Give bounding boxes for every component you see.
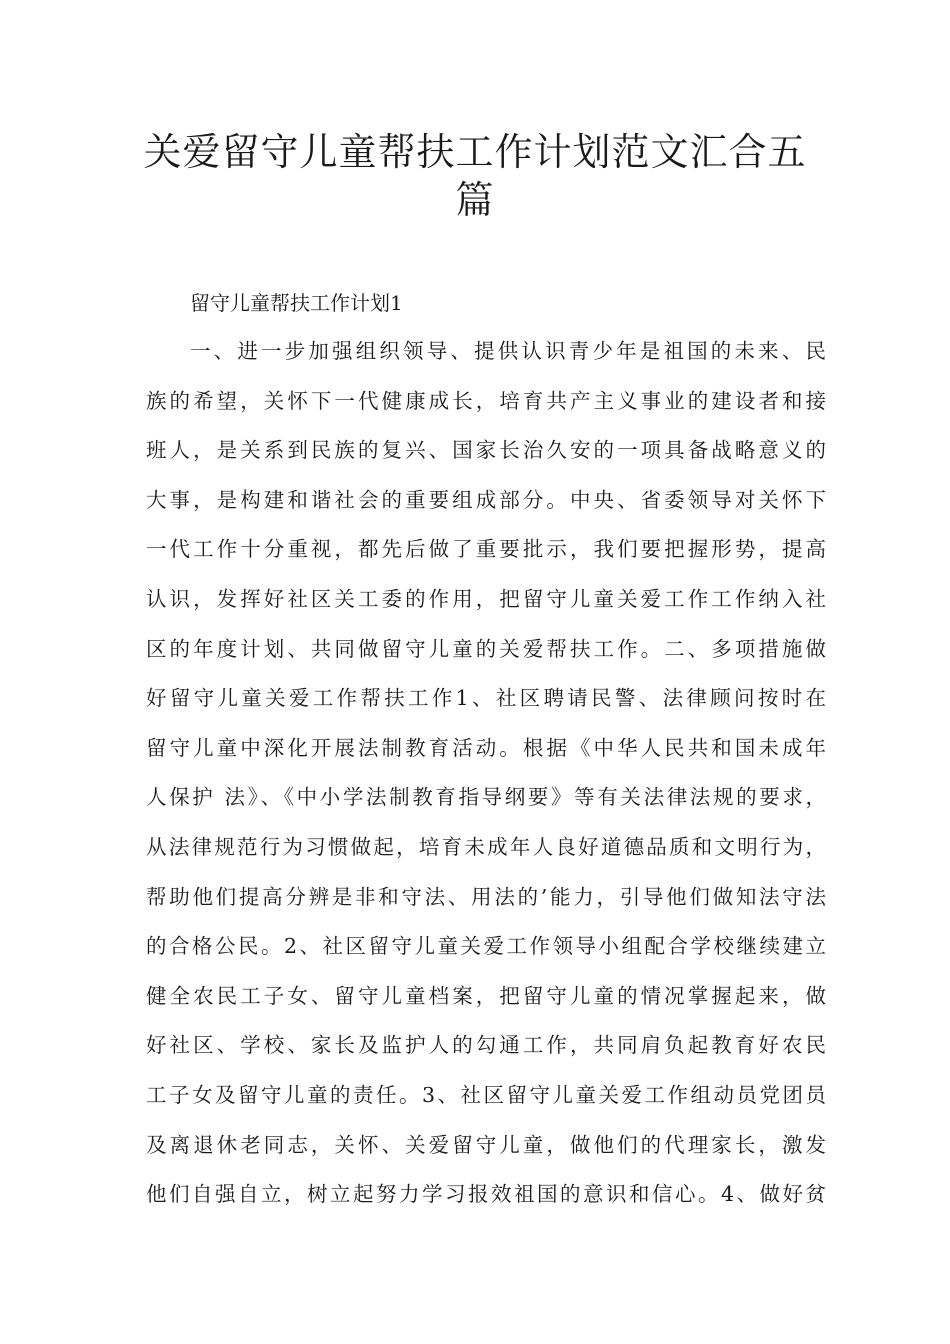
title-line-2: 篇: [455, 178, 495, 222]
text-line: 一、进一步加强组织领导、提供认识青少年是祖国的未来、民: [190, 339, 826, 363]
text-line: 班人，是关系到民族的复兴、国家长治久安的一项具备战略意义的: [146, 438, 826, 463]
text-line: 大事，是构建和谐社会的重要组成部分。中央、省委领导对关怀下: [146, 487, 826, 512]
text-line: 认识，发挥好社区关工委的作用，把留守儿童关爱工作工作纳入社: [146, 586, 826, 611]
text-line: 他们自强自立，树立起努力学习报效祖国的意识和信心。4、做好贫: [146, 1182, 826, 1207]
text-line: 及离退休老同志，关怀、关爱留守儿童，做他们的代理家长，激发: [146, 1132, 826, 1157]
body-paragraph: [146, 336, 826, 1229]
text-line: 族的希望，关怀下一代健康成长，培育共产主义事业的建设者和接: [146, 388, 826, 413]
text-line: 帮助他们提高分辨是非和守法、用法的’能力，引导他们做知法守法: [146, 884, 826, 909]
text-line: 从法律规范行为习惯做起，培育未成年人良好道德品质和文明行为，: [146, 834, 826, 859]
text-line: 留守儿童中深化开展法制教育活动。根据《中华人民共和国未成年: [146, 735, 826, 760]
text-line: 区的年度计划、共同做留守儿童的关爱帮扶工作。二、多项措施做: [146, 636, 826, 661]
section-heading: 留守儿童帮扶工作计划1: [190, 291, 403, 315]
text-line: 健全农民工子女、留守儿童档案，把留守儿童的情况掌握起来，做: [146, 983, 826, 1008]
text-line: 好留守儿童关爱工作帮扶工作1、社区聘请民警、法律顾问按时在: [146, 686, 826, 711]
text-line: 一代工作十分重视，都先后做了重要批示，我们要把握形势，提高: [146, 537, 826, 562]
text-line: 工子女及留守儿童的责任。3、社区留守儿童关爱工作组动员党团员: [146, 1082, 826, 1107]
text-line: 人保护 法》、《中小学法制教育指导纲要》等有关法律法规的要求，: [146, 785, 826, 810]
title-line-1: 关爱留守儿童帮扶工作计划范文汇合五: [143, 130, 807, 174]
text-line: 的合格公民。2、社区留守儿童关爱工作领导小组配合学校继续建立: [146, 934, 826, 959]
text-line: 好社区、学校、家长及监护人的勾通工作，共同肩负起教育好农民: [146, 1033, 826, 1058]
document-title: [100, 128, 850, 224]
